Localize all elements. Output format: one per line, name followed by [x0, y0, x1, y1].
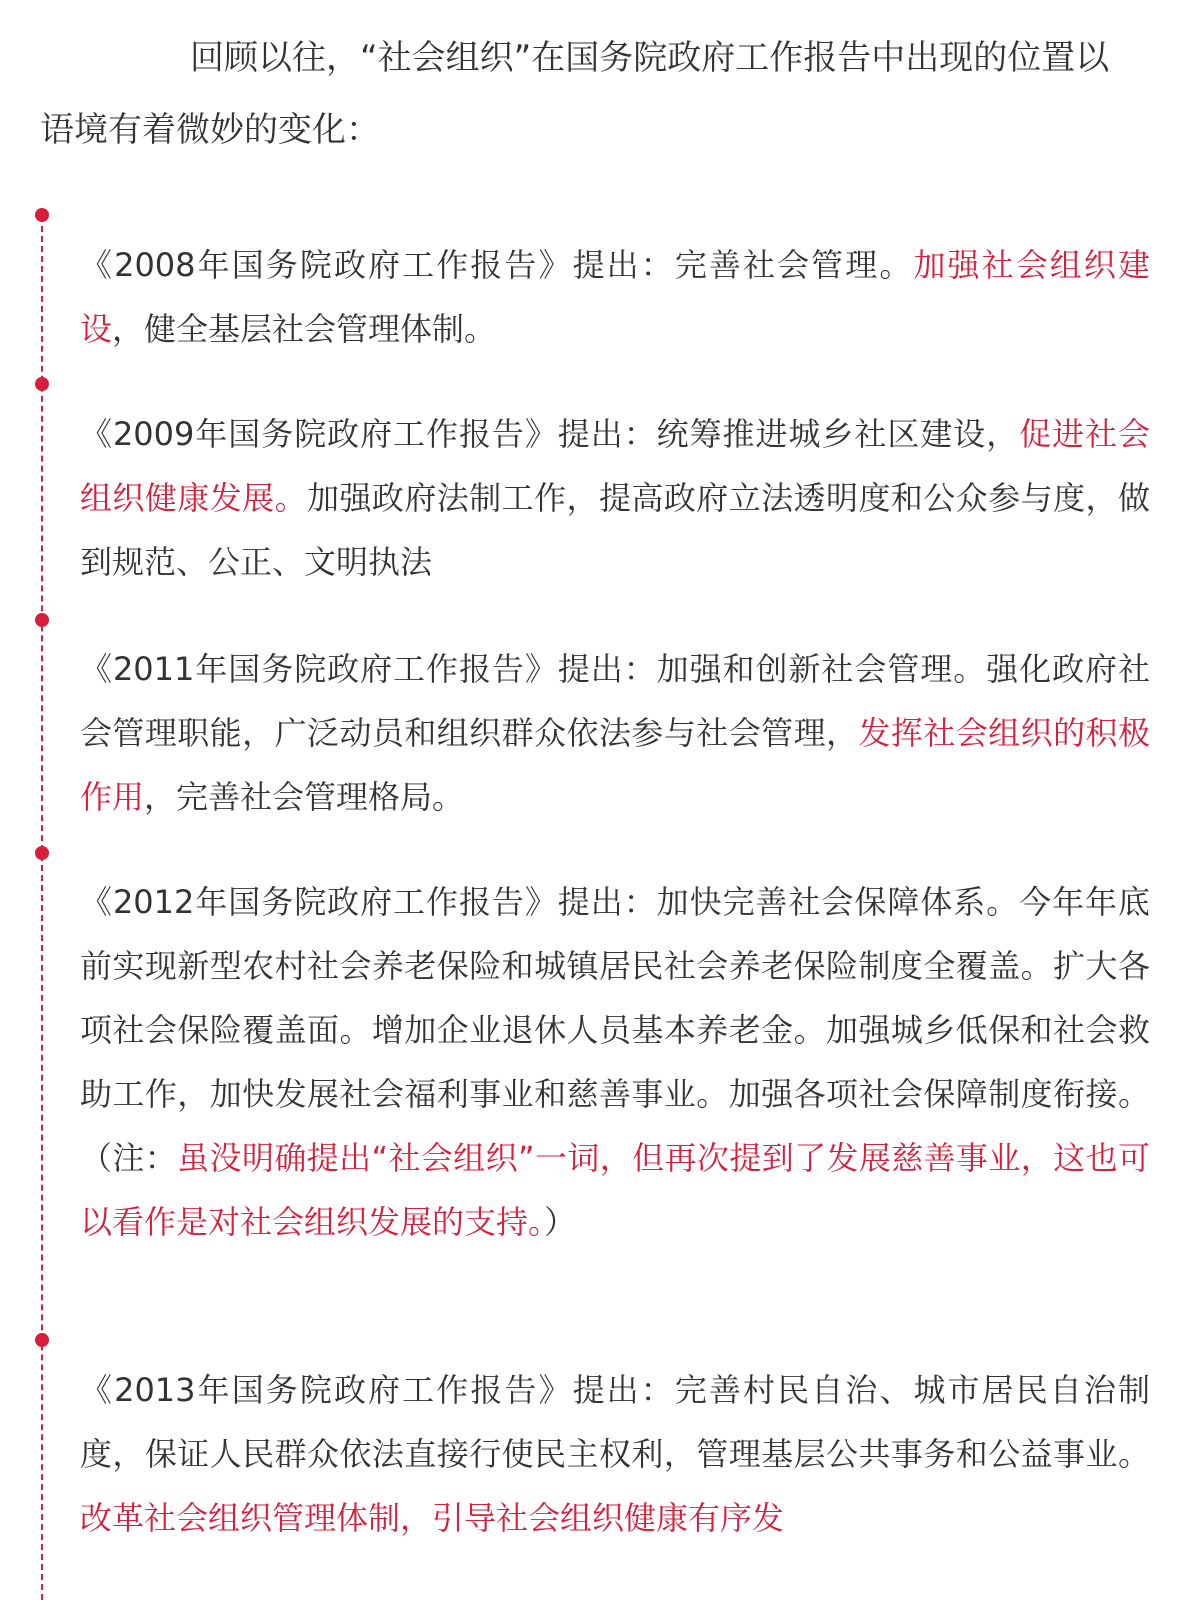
timeline-entry-2011 [80, 637, 1150, 829]
entry-text: 《2012年国务院政府工作报告》提出：加快完善社会保障体系。今年年底前实现新型农村社会养老保险和城镇居民社会养老保险制度全覆盖。扩大各项社会保险覆盖面。增加企业退休人员基本养老金。加强城乡低保和社会救助工作，加快发展社会福利事业和慈善事业。加强各项社会保障制度衔接。（注： [80, 883, 1150, 1177]
intro-line-2: 语境有着微妙的变化： [40, 110, 380, 150]
timeline-dot [35, 1333, 49, 1347]
timeline-line [41, 216, 43, 1600]
entry-text: ，健全基层社会管理体制。 [112, 310, 497, 348]
intro-line-1: 回顾以往，“社会组织”在国务院政府工作报告中出现的位置以 [190, 38, 1110, 78]
entry-highlight: 虽没明确提出“社会组织”一词，但再次提到了发展慈善事业，这也可以看作是对社会组织发展的支持。 [80, 1139, 1150, 1241]
entry-text: 《2011年国务院政府工作报告》提出：加强和创新社会管理。强化政府社会管理职能，广泛动员和组织群众依法参与社会管理， [80, 650, 1150, 752]
timeline-dot [35, 846, 49, 860]
entry-text: ） [544, 1203, 577, 1241]
entry-highlight: 发挥社会组织的积极作用 [80, 714, 1150, 816]
entry-text: 《2008年国务院政府工作报告》提出：完善社会管理。 [80, 246, 914, 284]
entry-text: 加强政府法制工作，提高政府立法透明度和公众参与度，做到规范、公正、文明执法 [80, 479, 1150, 581]
entry-highlight: 促进社会组织健康发展。 [80, 415, 1150, 517]
timeline-entry-2013 [80, 1358, 1150, 1550]
timeline-entry-2012 [80, 870, 1150, 1254]
entry-text: ，完善社会管理格局。 [144, 778, 465, 816]
entry-highlight: 加强社会组织建设 [80, 246, 1150, 348]
timeline-dot [35, 613, 49, 627]
timeline-entry-2008 [80, 233, 1150, 361]
timeline-dot [35, 208, 49, 222]
entry-highlight: 改革社会组织管理体制，引导社会组织健康有序发 [80, 1499, 785, 1537]
intro-paragraph [40, 22, 1190, 166]
timeline-entry-2009 [80, 402, 1150, 594]
entry-text: 《2013年国务院政府工作报告》提出：完善村民自治、城市居民自治制度，保证人民群众依法直接行使民主权利，管理基层公共事务和公益事业。 [80, 1371, 1150, 1473]
timeline-dot [35, 377, 49, 391]
entry-text: 《2009年国务院政府工作报告》提出：统筹推进城乡社区建设， [80, 415, 1020, 453]
